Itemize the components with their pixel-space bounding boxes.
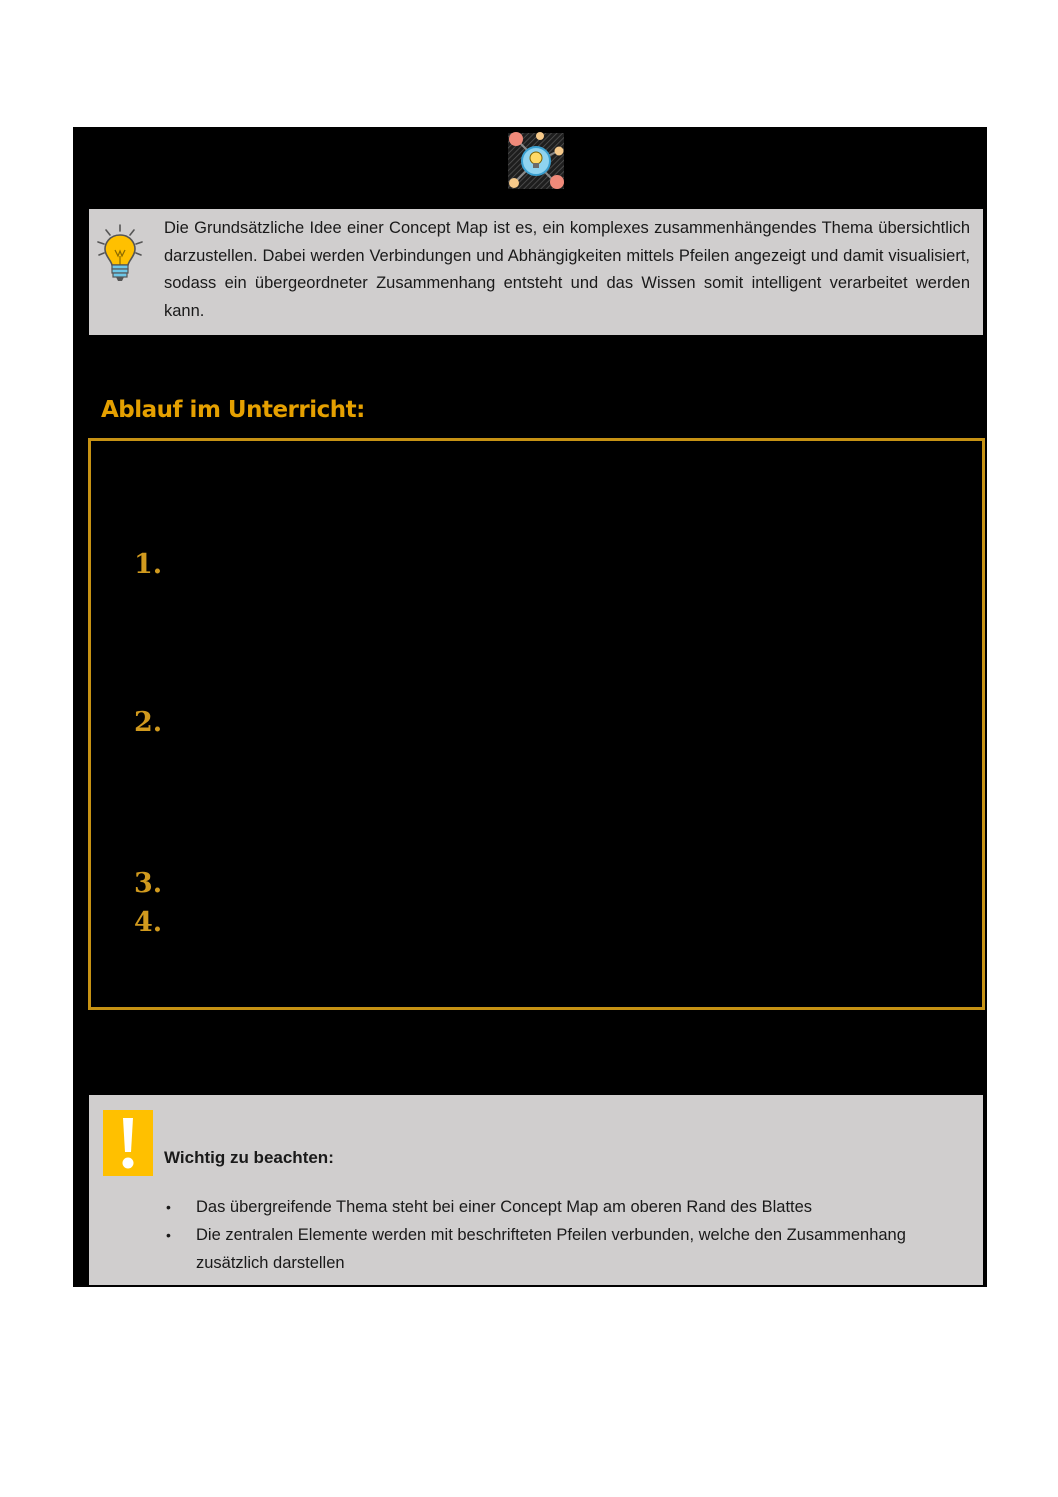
bullet: • (166, 1227, 171, 1243)
notice-title: Wichtig zu beachten: (164, 1148, 334, 1167)
step-number-2: 2. (134, 707, 163, 738)
lightbulb-icon (95, 223, 145, 283)
list-item (164, 1193, 974, 1221)
step-number-4: 4. (134, 907, 163, 938)
intro-text: Die Grundsätzliche Idee einer Concept Map ist es, ein komplexes zusammenhängendes Thema übersichtlich darzustellen. Dabei werden Verbindungen und Abhängigkeiten mittels Pfeilen angezeigt und damit visualisiert, sodass ein übergeordneter Zusammenhang entsteht und das Wissen somit intelligent verarbeitet werden kann. (164, 219, 970, 320)
notice-list (164, 1193, 974, 1277)
list-item-text: Die zentralen Elemente werden mit beschrifteten Pfeilen verbunden, welche den Zusammenhang zusätzlich darstellen (196, 1226, 906, 1272)
exclamation-icon (103, 1110, 153, 1176)
steps-box (88, 438, 985, 1010)
list-item (164, 1221, 974, 1277)
concept-map-bulb-icon (504, 129, 568, 193)
list-item-text: Das übergreifende Thema steht bei einer Concept Map am oberen Rand des Blattes (196, 1198, 813, 1216)
step-number-3: 3. (134, 868, 163, 899)
intro-callout (89, 209, 983, 335)
section-heading: Ablauf im Unterricht: (101, 397, 365, 423)
bullet: • (166, 1199, 171, 1215)
step-number-1: 1. (134, 549, 163, 580)
worksheet-panel (73, 127, 987, 1287)
notice-callout (89, 1095, 983, 1285)
